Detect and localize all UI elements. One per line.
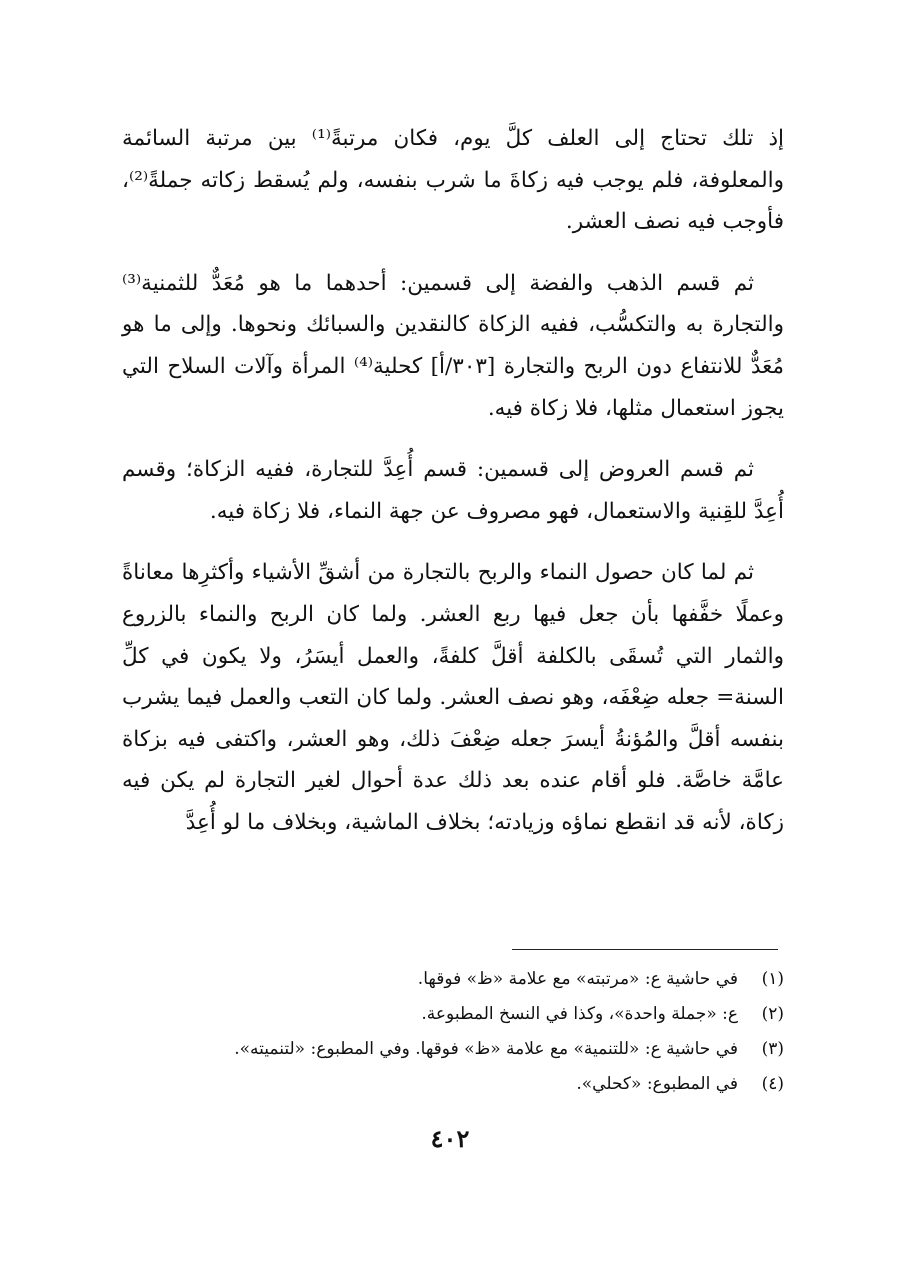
paragraph: ثم قسم العروض إلى قسمين: قسم أُعِدَّ للتجارة، ففيه الزكاة؛ وقسم أُعِدَّ للقِنية والاستعمال، فهو مصروف عن جهة النماء، فلا زكاة فيه. [122, 457, 784, 524]
footnote-text: في حاشية ع: «للتنمية» مع علامة «ظ» فوقها. وفي المطبوع: «لتنميته». [234, 1039, 738, 1059]
footnote [122, 1032, 784, 1067]
footnote-number: (٢) [761, 1004, 784, 1024]
footnotes [122, 962, 784, 1102]
footnote-text: في حاشية ع: «مرتبته» مع علامة «ظ» فوقها. [417, 969, 738, 989]
footnote-number: (٤) [761, 1074, 784, 1094]
footnote-text: ع: «جملة واحدة»، وكذا في النسخ المطبوعة. [421, 1004, 738, 1024]
footnote [122, 1067, 784, 1102]
footnote [122, 962, 784, 997]
main-text [122, 118, 784, 864]
footnote-number: (٣) [761, 1039, 784, 1059]
footnote-number: (١) [761, 969, 784, 989]
paragraph: ثم لما كان حصول النماء والربح بالتجارة من أشقِّ الأشياء وأكثرِها معاناةً وعملًا خفَّفها بأن جعل فيها ربع العشر. ولما كان الربح والنماء بالزروع والثمار التي تُسقَى بالكلفة أقلَّ كلفةً، والعمل أيسَرُ، ولا يكون في كلِّ السنة= جعله ضِعْفَه، وهو نصف العشر. ولما كان التعب والعمل فيما يشرب بنفسه أقلَّ والمُؤنةُ أيسرَ جعله ضِعْفَ ذلك، وهو العشر، واكتفى فيه بزكاة عامَّة خاصَّة. فلو أقام عنده بعد ذلك عدة أحوال لغير التجارة لم يكن فيه زكاة، لأنه قد انقطع نماؤه وزيادته؛ بخلاف الماشية، وبخلاف ما لو أُعِدَّ [122, 560, 784, 835]
footnote-text: في المطبوع: «كحلي». [576, 1074, 738, 1094]
footnote [122, 997, 784, 1032]
footnote-separator [512, 949, 778, 950]
paragraph: إذ تلك تحتاج إلى العلف كلَّ يوم، فكان مرتبةً⁽¹⁾ بين مرتبة السائمة والمعلوفة، فلم يوجب فيه زكاةَ ما شرب بنفسه، ولم يُسقط زكاته جملةً⁽²⁾، فأوجب فيه نصف العشر. [122, 126, 784, 235]
paragraph: ثم قسم الذهب والفضة إلى قسمين: أحدهما ما هو مُعَدٌّ للثمنية⁽³⁾ والتجارة به والتكسُّب، ففيه الزكاة كالنقدين والسبائك ونحوها. وإلى ما هو مُعَدٌّ للانتفاع دون الربح والتجارة [٣٠٣/أ] كحلية⁽⁴⁾ المرأة وآلات السلاح التي يجوز استعمال مثلها، فلا زكاة فيه. [122, 270, 785, 421]
page-number: ٤٠٢ [430, 1124, 470, 1153]
